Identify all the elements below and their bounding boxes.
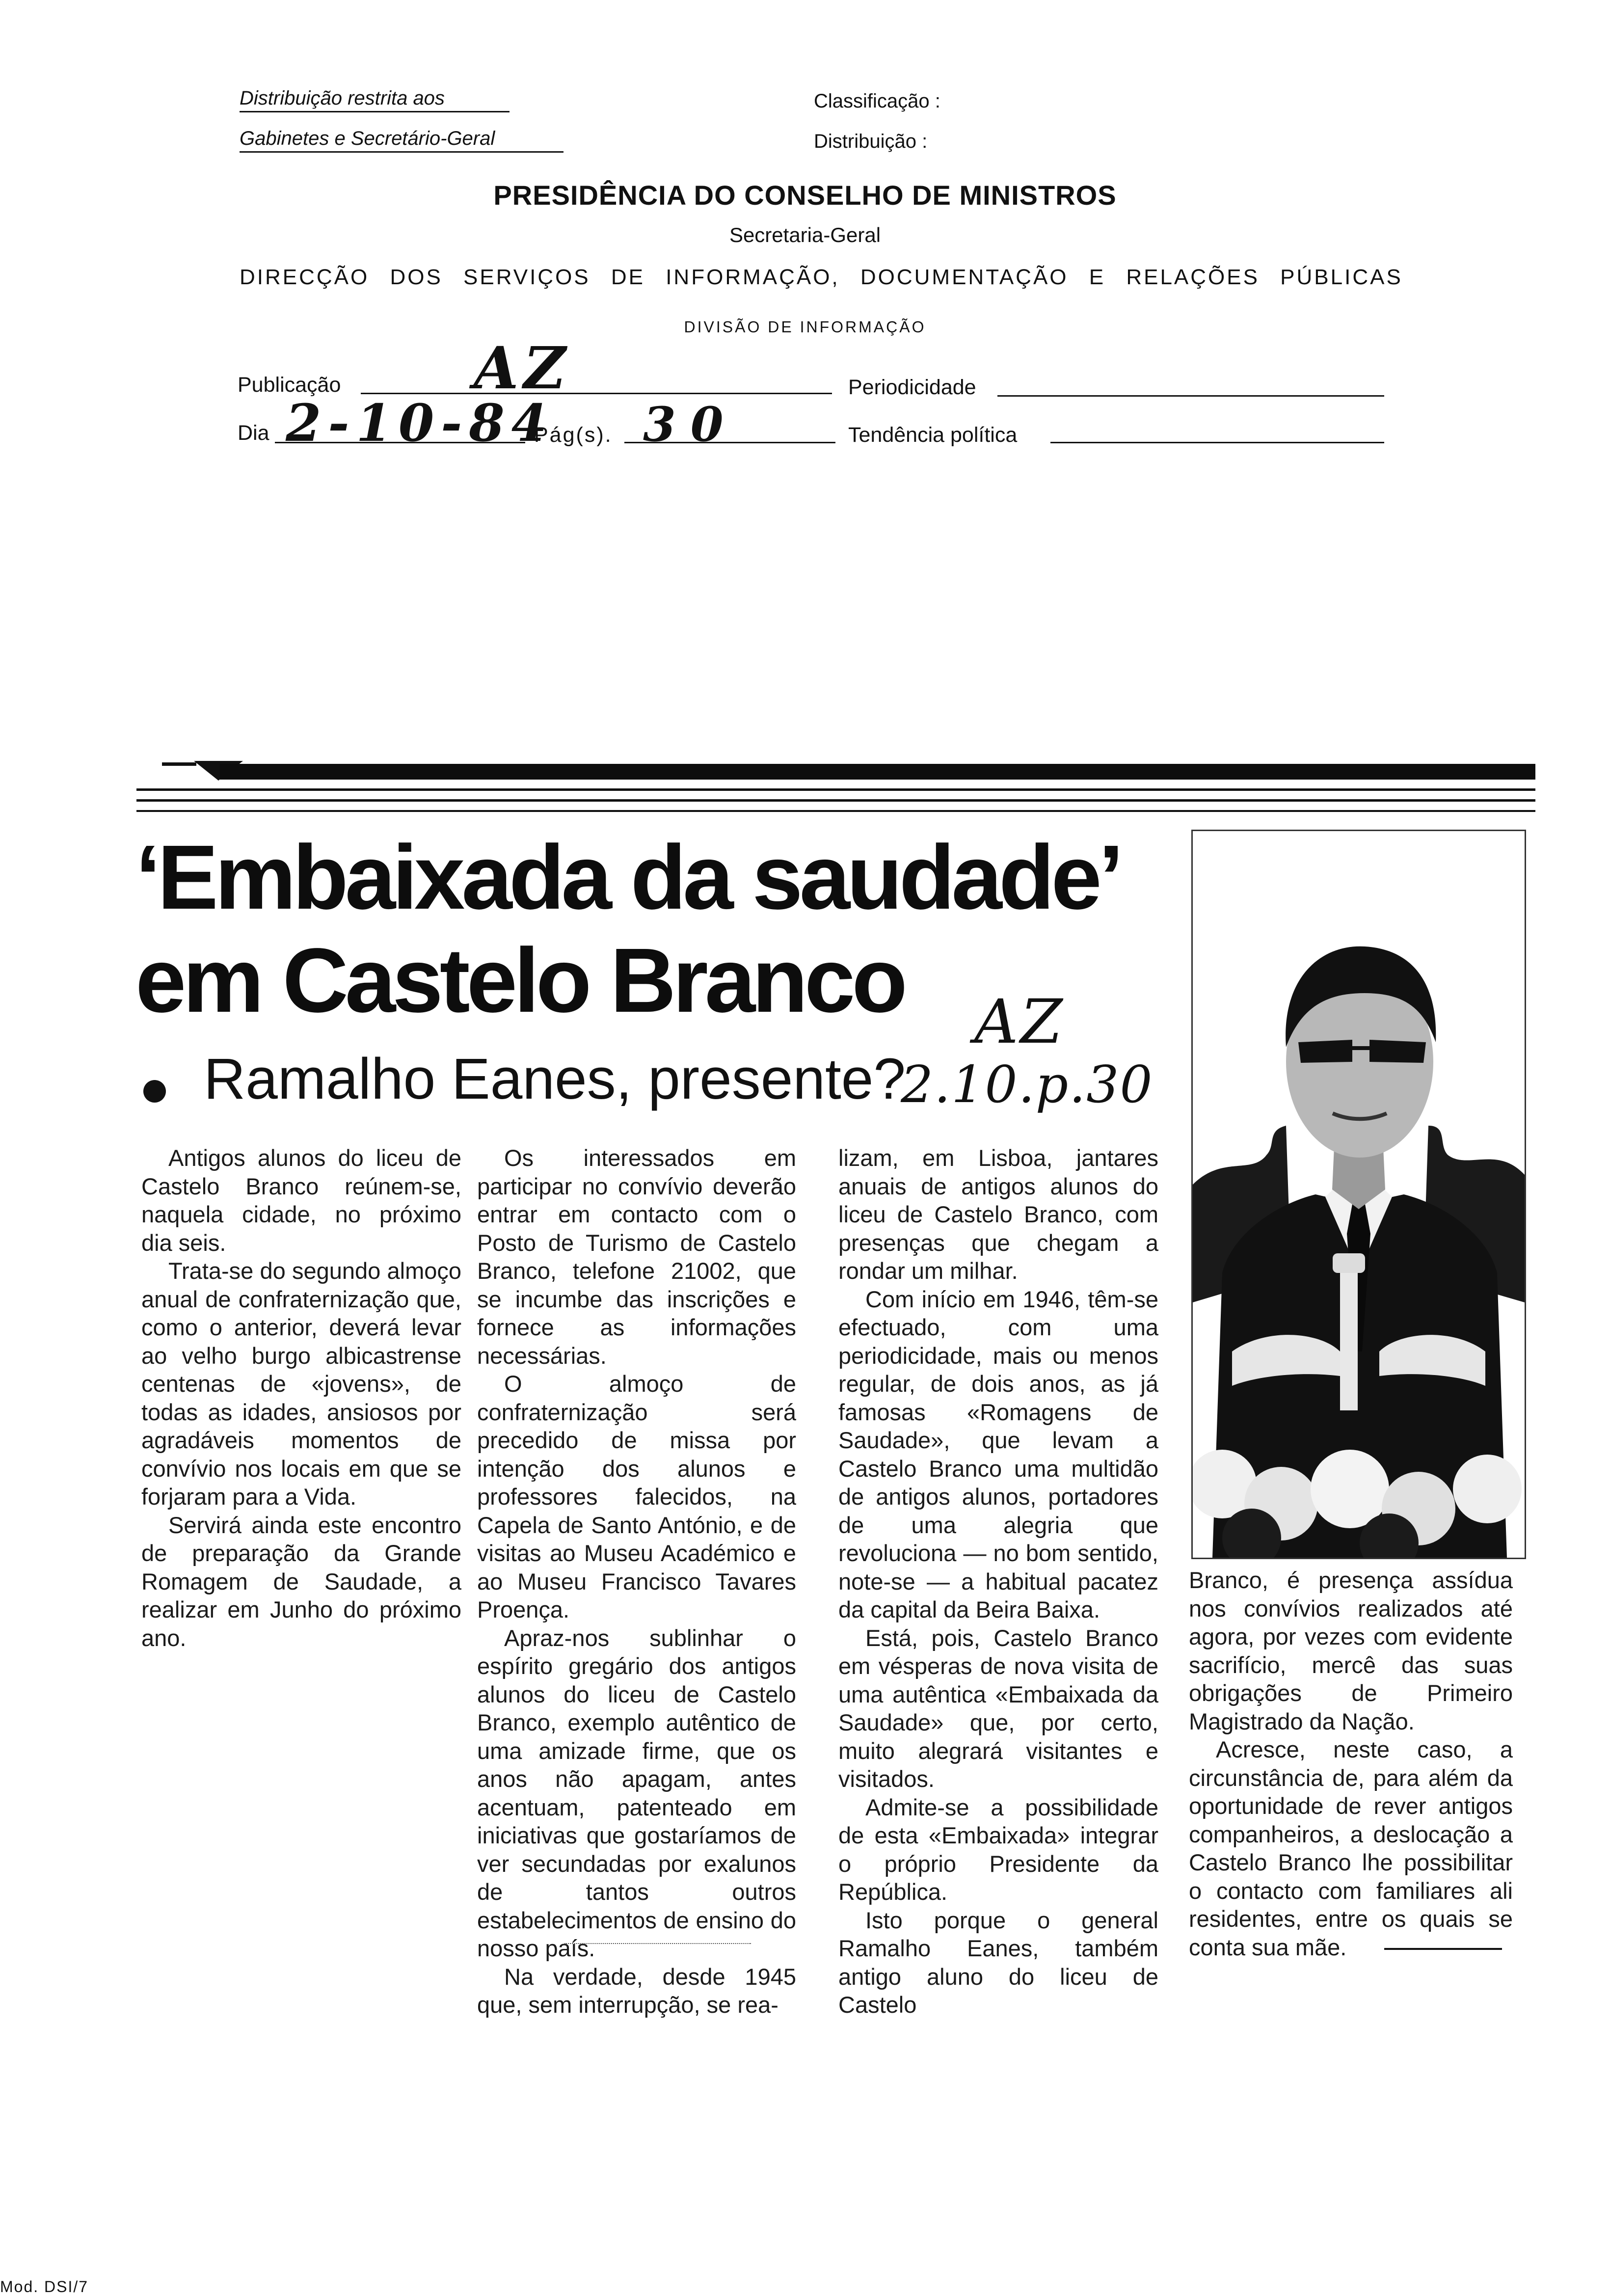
article-column-2	[477, 1144, 796, 2019]
column-3-paragraph: Isto porque o general Ramalho Eanes, também antigo aluno do liceu de Castelo	[838, 1907, 1158, 2018]
column-2-paragraph: Na verdade, desde 1945 que, sem interrupção, se rea-	[477, 1963, 796, 2018]
column-3-paragraph: Admite-se a possibilidade de esta «Embaixada» integrar o próprio Presidente da República.	[838, 1794, 1158, 1905]
tendencia-label: Tendência política	[848, 423, 1018, 447]
annotation-handwritten-date: 2.10.p.30	[901, 1054, 1154, 1114]
dia-label: Dia	[238, 421, 269, 445]
divisao-informacao: DIVISÃO DE INFORMAÇÃO	[684, 318, 926, 336]
article-end-rule	[1384, 1948, 1502, 1950]
subhead: Ramalho Eanes, presente?	[204, 1047, 906, 1111]
headline-line1: ‘Embaixada da saudade’	[135, 827, 1121, 928]
pags-handwritten: 30	[643, 397, 738, 452]
tendencia-underline	[1050, 442, 1384, 443]
column-4-continuation: Branco, é presença assídua nos convívios realizados até agora, por vezes com evidente sacrifício, mercê das suas obrigações de Primeiro Magistrado da Nação.	[1189, 1567, 1513, 1734]
form-code: Mod. DSI/7	[0, 2278, 89, 2296]
pags-label: Pág(s).	[534, 423, 613, 447]
classificacao-label: Classificação :	[814, 90, 940, 112]
column-2-paragraph: Os interessados em participar no convívio deverão entrar em contacto com o Posto de Turismo de Castelo Branco, telefone 21002, que se incumbe das inscrições e fornece as informações necessárias.	[477, 1145, 796, 1369]
subhead-bullet	[143, 1080, 166, 1103]
column-2-paragraph: Apraz-nos sublinhar o espírito gregário dos antigos alunos do liceu de Castelo Branco, exemplo autêntico de uma amizade firme, que os anos não apagam, antes acentuam, patenteado em iniciativas que gostaríamos de ver secundadas por exalunos de tantos outros estabelecimentos de ensino do nosso país.	[477, 1624, 796, 1961]
article-column-1	[141, 1144, 461, 1652]
publicacao-handwritten: AZ	[474, 334, 571, 402]
annotation-handwritten-top: AZ	[974, 987, 1065, 1057]
column-3-continuation: lizam, em Lisboa, jantares anuais de antigos alunos do liceu de Castelo Branco, com presenças que chegam a rondar um milhar.	[838, 1145, 1158, 1284]
periodicidade-label: Periodicidade	[848, 376, 976, 399]
secretaria-geral: Secretaria-Geral	[729, 223, 881, 246]
article-column-3	[838, 1144, 1158, 2019]
article-top-rule	[220, 764, 1535, 780]
column-1-paragraph: Trata-se do segundo almoço anual de confraternização que, como o anterior, deverá levar ao velho burgo albicastrense centenas de «jovens», de todas as idades, ansiosos por agradáveis momentos de convívio nos locais em que se forjaram para a Vida.	[141, 1258, 461, 1510]
article-column-4	[1189, 1566, 1513, 1961]
column-1-paragraph: Servirá ainda este encontro de preparação da Grande Romagem de Saudade, a realizar em Junho do próximo ano.	[141, 1512, 461, 1651]
article-rule-thin-2	[136, 799, 1535, 802]
column-3-paragraph: Com início em 1946, têm-se efectuado, com uma periodicidade, mais ou menos regular, de dois anos, as já famosas «Romagens de Saudade», que levam a Castelo Branco uma multidão de antigos alunos, portadores de uma alegria que revoluciona — no bom sentido, note-se — a habitual pacatez da capital da Beira Baixa.	[838, 1286, 1158, 1622]
restricted-distribution-line2: Gabinetes e Secretário-Geral	[240, 129, 564, 153]
periodicidade-underline	[997, 395, 1384, 397]
column-2-paragraph: O almoço de confraternização será precedido de missa por intenção dos alunos e professores falecidos, na Capela de Santo António, e de visitas ao Museu Académico e ao Museu Francisco Tavares Proença.	[477, 1371, 796, 1622]
dia-handwritten: 2-10-84	[286, 393, 554, 453]
photo-portrait	[1193, 831, 1525, 1558]
column-3-paragraph: Está, pois, Castelo Branco em vésperas de nova visita de uma autêntica «Embaixada da Saudade» que, por certo, muito alegrará visitantes e visitados.	[838, 1624, 1158, 1792]
article-rule-thin-3	[136, 810, 1535, 812]
photo-frame	[1191, 830, 1526, 1559]
headline-line2: em Castelo Branco	[135, 930, 904, 1031]
article-rule-thin-1	[136, 788, 1535, 791]
column-4-paragraph: Acresce, neste caso, a circunstância de, para além da oportunidade de rever antigos companheiros, a deslocação a Castelo Branco lhe possibilitar o contacto com familiares ali residentes, entre os quais se conta sua mãe.	[1189, 1736, 1513, 1960]
publicacao-label: Publicação	[238, 373, 341, 397]
distribuicao-label: Distribuição :	[814, 131, 928, 152]
column-2-end-rule	[564, 1943, 751, 1945]
direccao-servicos: DIRECÇÃO DOS SERVIÇOS DE INFORMAÇÃO, DOCUMENTAÇÃO E RELAÇÕES PÚBLICAS	[240, 265, 1403, 289]
restricted-distribution-line1: Distribuição restrita aos	[240, 88, 510, 112]
org-title: PRESIDÊNCIA DO CONSELHO DE MINISTROS	[493, 180, 1117, 211]
rule-tick	[162, 762, 196, 766]
column-1-paragraph: Antigos alunos do liceu de Castelo Branco reúnem-se, naquela cidade, no próximo dia seis.	[141, 1145, 461, 1256]
